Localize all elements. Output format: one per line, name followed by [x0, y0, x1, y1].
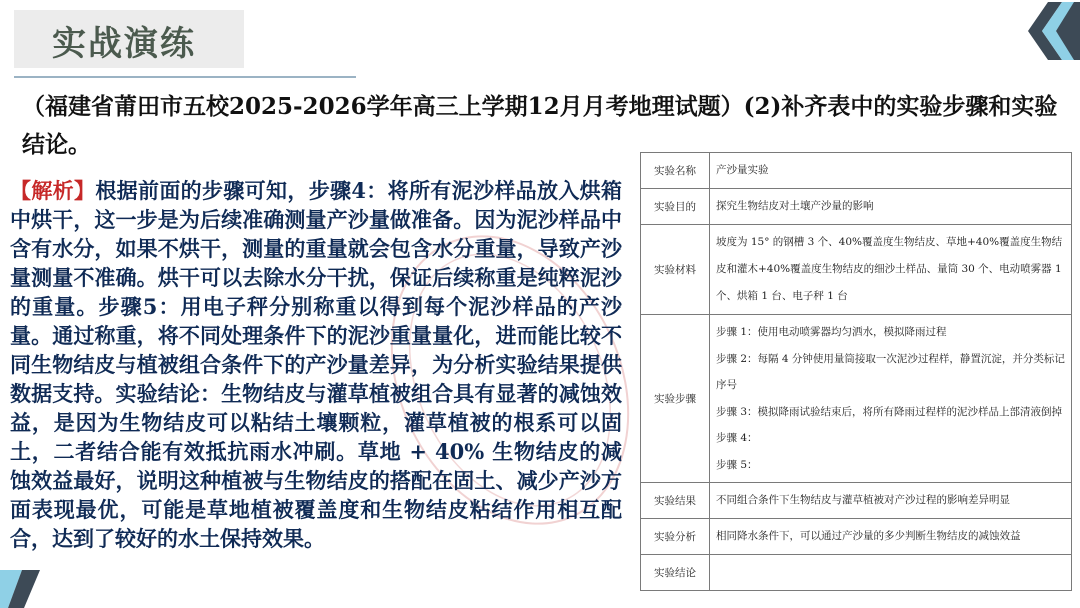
step-item: 步骤 4： [716, 432, 758, 444]
chevron-corner-icon [0, 560, 62, 608]
step-item: 步骤 2：每隔 4 分钟使用量筒接取一次泥沙过程样，静置沉淀，并分类标记序号 [716, 352, 1065, 391]
table-row [641, 555, 1072, 591]
analysis-tag: 【解析】 [10, 178, 96, 203]
step-item: 步骤 3：模拟降雨试验结束后，将所有降雨过程样的泥沙样品上部清液倒掉 [716, 405, 1063, 418]
analysis-body: 根据前面的步骤可知，步骤4：将所有泥沙样品放入烘箱中烘干，这一步是为后续准确测量产沙量做准备。因为泥沙样品中含有水分，如果不烘干，测量的重量就会包含水分重量，导致产沙量测量不准确。烘干可以去除水分干扰，保证后续称重是纯粹泥沙的重量。步骤5：用电子秤分别称重以得到每个泥沙样品的产沙量。通过称重，将不同处理条件下的泥沙重量量化，进而能比较不同生物结皮与植被组合条件下的产沙量差异，为分析实验结果提供数据支持。实验结论：生物结皮与灌草植被组合具有显著的减蚀效益，是因为生物结皮可以粘结土壤颗粒，灌草植被的根系可以固土，二者结合能有效抵抗雨水冲刷。草地 + 40% 生物结皮的减蚀效益最好，说明这种植被与生物结皮的搭配在固土、减少产沙方面表现最优，可能是草地植被覆盖度和生物结皮粘结作用相互配合，达到了较好的水土保持效果。 [10, 178, 622, 551]
row-key: 实验结论 [641, 555, 710, 591]
question-text: （福建省莆田市五校2025-2026学年高三上学期12月月考地理试题）(2)补齐表中的实验步骤和实验结论。 [22, 93, 1058, 158]
row-value: 探究生物结皮对土壤产沙量的影响 [710, 189, 1072, 225]
title-underline [14, 76, 356, 78]
experiment-table [640, 152, 1072, 591]
row-key: 实验材料 [641, 225, 710, 315]
table-row [641, 189, 1072, 225]
row-key: 实验名称 [641, 153, 710, 189]
row-key: 实验步骤 [641, 315, 710, 483]
row-value: 坡度为 15° 的钢槽 3 个、40%覆盖度生物结皮、草地+40%覆盖度生物结皮和灌木+40%覆盖度生物结皮的细沙土样品、量筒 30 个、电动喷雾器 1 个、烘箱 1 台、电子秤 1 台 [710, 225, 1072, 315]
table-row [641, 483, 1072, 519]
row-key: 实验结果 [641, 483, 710, 519]
steps-cell [710, 315, 1072, 483]
row-value [710, 555, 1072, 591]
row-value: 不同组合条件下生物结皮与灌草植被对产沙过程的影响差异明显 [710, 483, 1072, 519]
table-row [641, 153, 1072, 189]
row-value: 产沙量实验 [710, 153, 1072, 189]
slide-title: 实战演练 [52, 24, 196, 64]
step-item: 步骤 1：使用电动喷雾器均匀洒水，模拟降雨过程 [716, 326, 947, 338]
table-row [641, 225, 1072, 315]
row-value: 相同降水条件下，可以通过产沙量的多少判断生物结皮的减蚀效益 [710, 519, 1072, 555]
chevron-decoration-icon [1000, 0, 1080, 62]
analysis-paragraph [10, 176, 622, 553]
row-key: 实验分析 [641, 519, 710, 555]
table-row [641, 519, 1072, 555]
table-row [641, 315, 1072, 483]
step-item: 步骤 5： [716, 458, 758, 471]
row-key: 实验目的 [641, 189, 710, 225]
